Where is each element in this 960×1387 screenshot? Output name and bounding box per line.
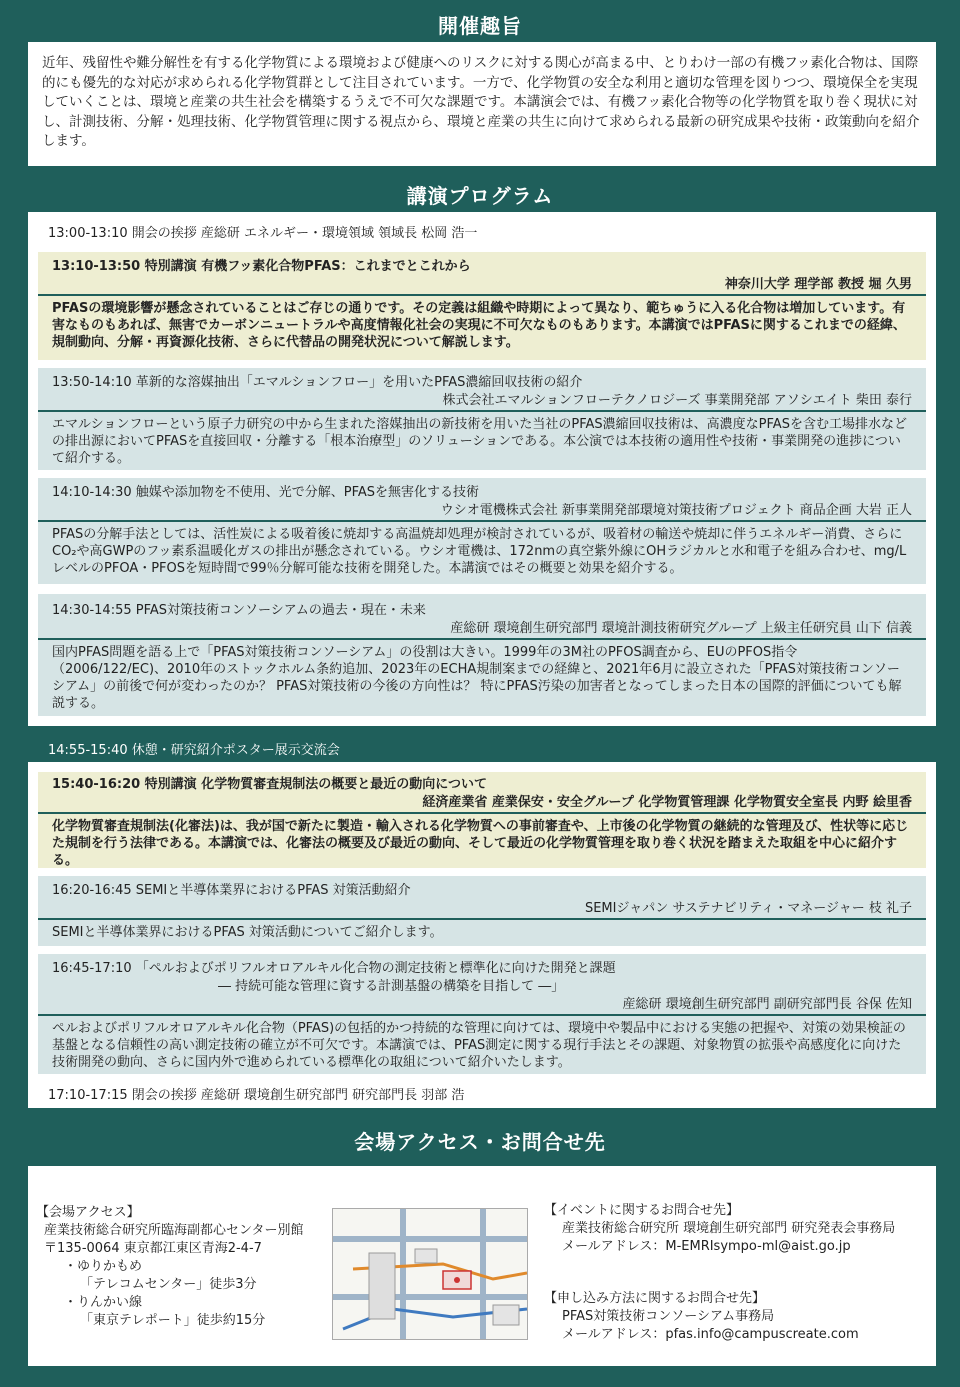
program-panel-2 <box>28 762 936 1108</box>
talk-header <box>38 368 926 412</box>
talk-abstract: PFASの環境影響が懸念されていることはご存じの通りです。その定義は組織や時期によって異なり、範ちゅうに入る化合物は増加しています。有害なものもあれば、無害でカーボンニュートラルや高度情報化社会の実現に不可欠なものもあります。本講演ではPFASに関するこれまでの経緯、規制動向、分解・再資源化技術、さらに代替品の開発状況について解説します。 <box>52 301 906 350</box>
event-contact-email: メールアドレス：M-EMRIsympo-ml@aist.go.jp <box>562 1239 851 1254</box>
apply-contact-heading: 【申し込み方法に関するお問合せ先】 <box>544 1291 766 1306</box>
access-title: 会場アクセス・お問合せ先 <box>354 1130 606 1154</box>
closing-remarks: 17:10-17:15 閉会の挨拶 産総研 環境創生研究部門 研究部門長 羽部 浩 <box>48 1088 465 1103</box>
route-rinkai: ・りんかい線 <box>64 1295 143 1310</box>
talk-title: 16:45-17:10 「ペルおよびポリフルオロアルキル化合物の測定技術と標準化に向けた開発と課題 <box>52 961 616 976</box>
talk-abstract: PFASの分解手法としては、活性炭による吸着後に焼却する高温焼却処理が検討されているが、吸着材の輸送や焼却に伴うエネルギー消費、さらにCO₂や高GWPのフッ素系温暖化ガスの排出が懸念されている。ウシオ電機は、172nmの真空紫外線にOHラジカルと水和電子を組み合わせ、mg/LレベルのPFOA・PFOSを短時間で99％分解可能な技術を開発した。本講演ではその概要と効果を紹介する。 <box>52 527 907 576</box>
apply-contact-org: PFAS対策技術コンソーシアム事務局 <box>562 1309 775 1324</box>
talk-abstract: SEMIと半導体業界におけるPFAS 対策活動についてご紹介します。 <box>52 925 443 940</box>
talk-title: 16:20-16:45 SEMIと半導体業界におけるPFAS 対策活動紹介 <box>52 883 411 898</box>
talk-abstract: 国内PFAS問題を語る上で「PFAS対策技術コンソーシアム」の役割は大きい。1999年の3M社のPFOS調査から、EUのPFOS指令（2006/122/EC)、2010年のストックホルム条約追加、2023年のECHA規制案までの経緯と、2021年6月に設立された「PFAS対策技術コンソーシアム」の前後で何が変わったのか？ PFAS対策技術の今後の方向性は？ 特にPFAS汚染の加害者となってしまった日本の国際的評価についても解説する。 <box>52 645 902 711</box>
purpose-title: 開催趣旨 <box>438 14 522 38</box>
venue-map <box>332 1208 528 1340</box>
talk-header <box>38 876 926 920</box>
talk-title: 15:40-16:20 特別講演 化学物質審査規制法の概要と最近の動向について <box>52 777 487 792</box>
talk-header <box>38 772 926 814</box>
talk-speaker: 産総研 環境創生研究部門 環境計測技術研究グループ 上級主任研究員 山下 信義 <box>450 621 912 636</box>
talk-card-2 <box>38 368 926 470</box>
talk-card-5 <box>38 772 926 868</box>
talk-speaker: 経済産業省 産業保安・安全グループ 化学物質管理課 化学物質安全室長 内野 絵里香 <box>422 795 912 810</box>
purpose-text: 近年、残留性や難分解性を有する化学物質による環境および健康へのリスクに対する関心が高まる中、とりわけ一部の有機フッ素化合物は、国際的にも優先的な対応が求められる化学物質群として注目されています。一方で、化学物質の安全な利用と適切な管理を図りつつ、環境保全を実現していくことは、環境と産業の共生社会を構築するうえで不可欠な課題です。本講演会では、有機フッ素化合物等の化学物質を取り巻く現状に対し、計測技術、分解・処理技術、化学物質管理に関する視点から、環境と産業の共生に向けて求められる最新の研究成果や技術・政策動向を紹介します。 <box>42 55 920 149</box>
route-yurikamome: ・ゆりかもめ <box>64 1259 143 1274</box>
purpose-panel <box>28 42 936 166</box>
talk-speaker: SEMIジャパン サステナビリティ・マネージャー 枝 礼子 <box>584 901 912 916</box>
talk-card-1 <box>38 252 926 360</box>
apply-contact-email: メールアドレス：pfas.info@campuscreate.com <box>562 1327 859 1342</box>
venue-heading: 【会場アクセス】 <box>36 1205 140 1220</box>
venue-map-graphic <box>333 1209 527 1339</box>
route-rinkai-station: 「東京テレポート」徒歩約15分 <box>80 1313 266 1328</box>
break-session: 14:55-15:40 休憩・研究紹介ポスター展示交流会 <box>48 743 340 758</box>
talk-card-7 <box>38 954 926 1074</box>
talk-card-3 <box>38 478 926 584</box>
talk-card-4 <box>38 594 926 716</box>
talk-abstract: エマルションフローという原子力研究の中から生まれた溶媒抽出の新技術を用いた当社のPFAS濃縮回収技術は、高濃度なPFASを含む工場排水などの排出源においてPFASを直接回収・分離する「根本治療型」のソリューションである。本公演では本技術の適用性や技術・事業開発の進捗について紹介する。 <box>52 417 907 466</box>
talk-header <box>38 954 926 1016</box>
talk-title: 13:50-14:10 革新的な溶媒抽出「エマルションフロー」を用いたPFAS濃縮回収技術の紹介 <box>52 375 583 390</box>
talk-abstract: ペルおよびポリフルオロアルキル化合物（PFAS)の包括的かつ持続的な管理に向けては、環境中や製品中における実態の把握や、対策の効果検証の基盤となる信頼性の高い測定技術の確立が不可欠です。本講演では、PFAS測定に関する現行手法とその課題、対象物質の拡張や高感度化に向けた技術開発の動向、さらに国内外で進められている標準化の取組について紹介いたします。 <box>52 1021 906 1070</box>
venue-info <box>36 1204 336 1330</box>
talk-title: 14:10-14:30 触媒や添加物を不使用、光で分解、PFASを無害化する技術 <box>52 485 480 500</box>
talk-title: 14:30-14:55 PFAS対策技術コンソーシアムの過去・現在・未来 <box>52 603 426 618</box>
talk-speaker: 神奈川大学 理学部 教授 堀 久男 <box>724 277 912 292</box>
talk-header <box>38 594 926 640</box>
talk-title: 13:10-13:50 特別講演 有機フッ素化合物PFAS：これまでとこれから <box>52 259 471 274</box>
talk-speaker: 産総研 環境創生研究部門 副研究部門長 谷保 佐知 <box>622 997 912 1012</box>
event-contact-heading: 【イベントに関するお問合せ先】 <box>544 1203 740 1218</box>
apply-contact <box>544 1290 934 1344</box>
access-panel <box>28 1166 936 1366</box>
event-contact <box>544 1202 934 1256</box>
talk-header <box>38 478 926 522</box>
talk-speaker: ウシオ電機株式会社 新事業開発部環境対策技術プロジェクト 商品企画 大岩 正人 <box>440 503 912 518</box>
route-yurikamome-station: 「テレコムセンター」徒歩3分 <box>80 1277 257 1292</box>
venue-address: 〒135-0064 東京都江東区青海2-4-7 <box>44 1241 262 1256</box>
venue-name: 産業技術総合研究所臨海副都心センター別館 <box>44 1223 304 1238</box>
talk-abstract: 化学物質審査規制法(化審法)は、我が国で新たに製造・輸入される化学物質への事前審査や、上市後の化学物質の継続的な管理及び、性状等に応じた規制を行う法律である。本講演では、化審法の概要及び最近の動向、そして最近の化学物質管理を取り巻く状況を踏まえた取組を中心に紹介する。 <box>52 819 909 868</box>
opening-remarks: 13:00-13:10 開会の挨拶 産総研 エネルギー・環境領域 領域長 松岡 浩一 <box>48 226 478 241</box>
talk-header <box>38 252 926 296</box>
program-panel-1 <box>28 212 936 726</box>
event-contact-org: 産業技術総合研究所 環境創生研究部門 研究発表会事務局 <box>562 1221 896 1236</box>
program-title: 講演プログラム <box>406 184 554 208</box>
talk-subtitle: ― 持続可能な管理に資する計測基盤の構築を目指して ―」 <box>218 979 565 994</box>
talk-speaker: 株式会社エマルションフローテクノロジーズ 事業開発部 アソシエイト 柴田 泰行 <box>442 393 912 408</box>
talk-card-6 <box>38 876 926 946</box>
